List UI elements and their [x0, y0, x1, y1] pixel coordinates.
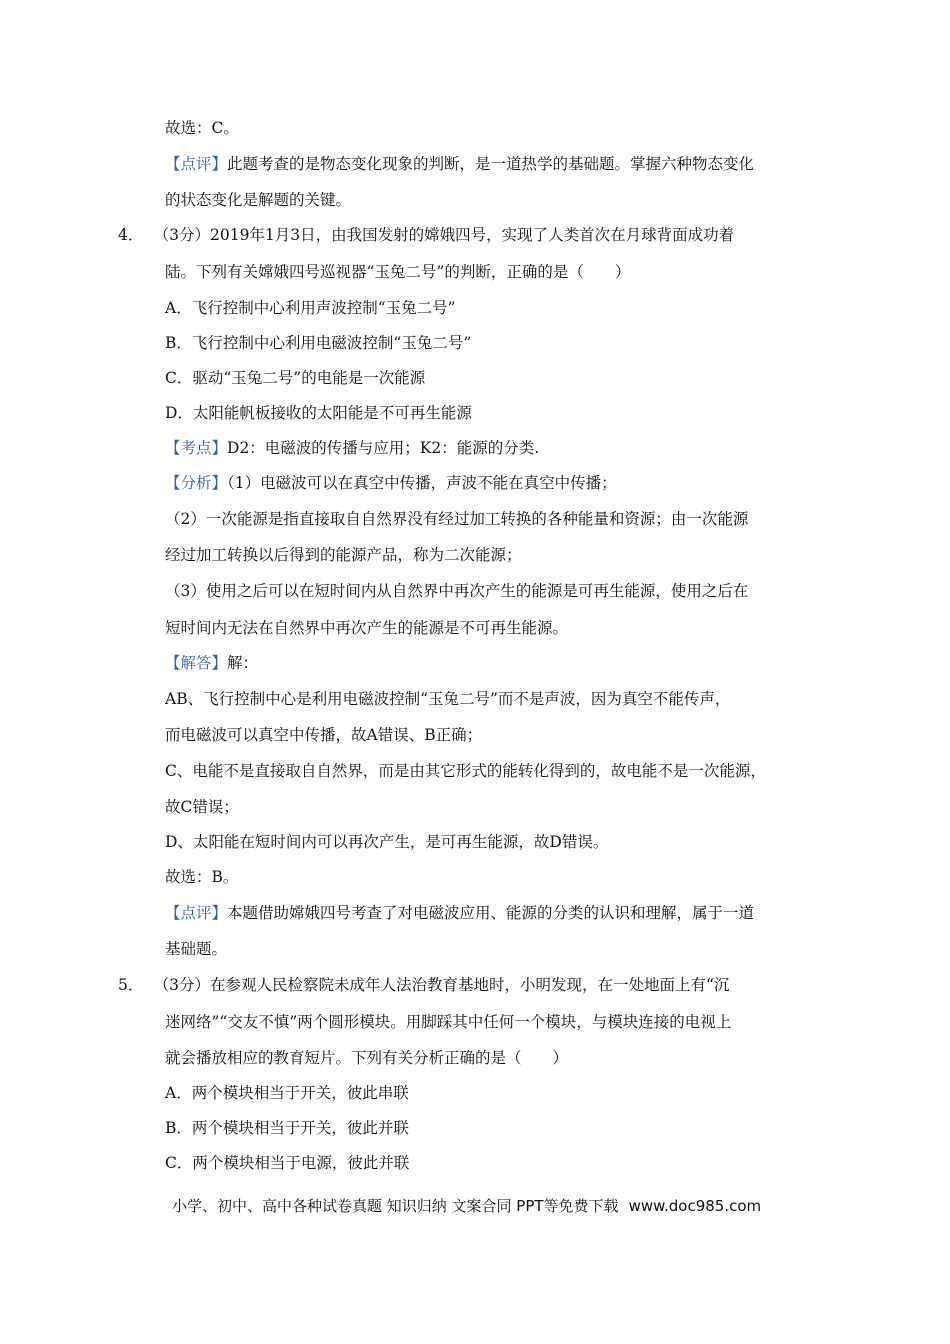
kaodian-text: D2：电磁波的传播与应用；K2：能源的分类.: [227, 439, 540, 457]
prev-comment-line-2: 的状态变化是解题的关键。: [165, 191, 352, 209]
q4-option-a: A．飞行控制中心利用声波控制“玉兔二号”: [165, 299, 456, 317]
q5-number: 5．: [118, 976, 144, 994]
fenxi-tag: 【分析】: [165, 474, 228, 492]
q4-dianping: [165, 902, 754, 924]
jieda-text-2: 而电磁波可以真空中传播，故A错误、B正确；: [165, 726, 483, 744]
dianping-text-2: 基础题。: [165, 940, 228, 958]
q5-option-c: C．两个模块相当于电源，彼此并联: [165, 1154, 410, 1172]
fenxi-text-1: （1）电磁波可以在真空中传播，声波不能在真空中传播；: [227, 474, 617, 492]
jieda-text: 解：: [227, 654, 259, 672]
jieda-text-4: 故C错误；: [165, 798, 239, 816]
comment-tag: 【点评】: [165, 155, 228, 173]
q5-stem-line-1: [118, 974, 729, 996]
q5-option-b: B．两个模块相当于开关，彼此并联: [165, 1119, 409, 1137]
footer-url[interactable]: www.doc985.com: [628, 1197, 762, 1215]
jieda-tag: 【解答】: [165, 654, 228, 672]
q4-option-d: D．太阳能帆板接收的太阳能是不可再生能源: [165, 404, 472, 422]
q4-fenxi: [165, 472, 617, 494]
fenxi-text-2: （2）一次能源是指直接取自自然界没有经过加工转换的各种能量和资源；由一次能源: [165, 510, 749, 528]
jieda-text-1: AB、飞行控制中心是利用电磁波控制“玉兔二号”而不是声波，因为真空不能传声，: [165, 690, 731, 708]
page-footer: [172, 1195, 761, 1216]
q5-option-a: A．两个模块相当于开关，彼此串联: [165, 1084, 409, 1102]
fenxi-text-4: （3）使用之后可以在短时间内从自然界中再次产生的能源是可再生能源，使用之后在: [165, 582, 749, 600]
q5-stem-text: （3分）在参观人民检察院未成年人法治教育基地时，小明发现，在一处地面上有“沉: [161, 976, 730, 994]
dianping-text-1: 本题借助嫦娥四号考查了对电磁波应用、能源的分类的认识和理解，属于一道: [227, 904, 755, 922]
fenxi-text-5: 短时间内无法在自然界中再次产生的能源是不可再生能源。: [165, 619, 569, 637]
prev-comment-text: 此题考查的是物态变化现象的判断，是一道热学的基础题。掌握六种物态变化: [227, 155, 755, 173]
prev-comment-line: [165, 153, 754, 175]
q4-stem-line-1: [118, 224, 734, 246]
fenxi-text-3: 经过加工转换以后得到的能源产品，称为二次能源；: [165, 546, 522, 564]
jieda-text-3: C、电能不是直接取自自然界，而是由其它形式的能转化得到的，故电能不是一次能源，: [165, 762, 766, 780]
q4-stem-line-2: 陆。下列有关嫦娥四号巡视器“玉兔二号”的判断，正确的是（ ）: [165, 263, 631, 281]
q4-option-c: C．驱动“玉兔二号”的电能是一次能源: [165, 369, 426, 387]
footer-text: 小学、初中、高中各种试卷真题 知识归纳 文案合同 PPT等免费下载: [172, 1197, 619, 1215]
dianping-tag: 【点评】: [165, 904, 228, 922]
q4-number: 4．: [118, 226, 144, 244]
q5-stem-line-3: 就会播放相应的教育短片。下列有关分析正确的是（ ）: [165, 1049, 569, 1067]
q5-stem-line-2: 迷网络”“交友不慎”两个圆形模块。用脚踩其中任何一个模块，与模块连接的电视上: [165, 1013, 732, 1031]
prev-answer: 故选：C。: [165, 119, 239, 137]
q4-option-b: B．飞行控制中心利用电磁波控制“玉兔二号”: [165, 334, 472, 352]
q4-jieda: [165, 652, 258, 674]
q4-stem-text: （3分）2019年1月3日，由我国发射的嫦娥四号，实现了人类首次在月球背面成功着: [161, 226, 735, 244]
q4-kaodian: [165, 437, 539, 459]
jieda-text-5: D、太阳能在短时间内可以再次产生，是可再生能源，故D错误。: [165, 833, 609, 851]
q4-answer: 故选：B。: [165, 868, 239, 886]
kaodian-tag: 【考点】: [165, 439, 228, 457]
